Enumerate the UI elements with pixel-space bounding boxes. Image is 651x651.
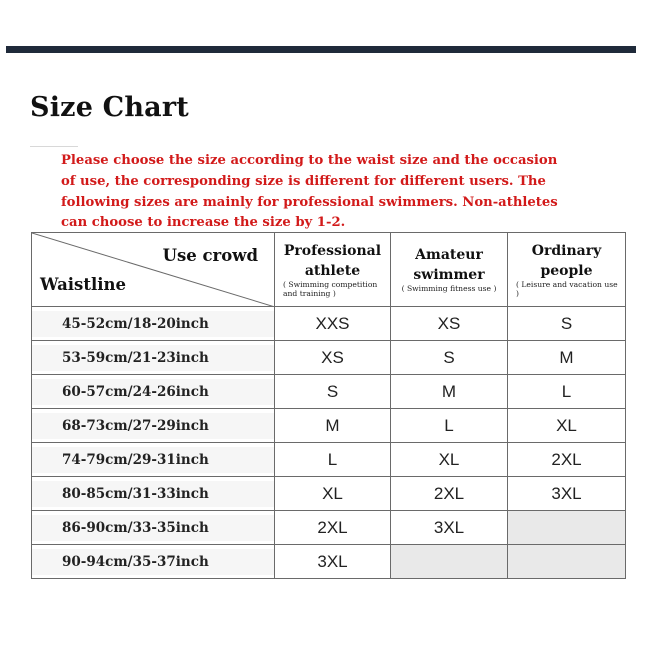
top-divider-bar [6,46,636,53]
column-header-amateur [391,233,508,307]
column-note: ( Leisure and vacation use ) [516,280,618,298]
size-cell-amateur: 3XL [391,511,508,545]
size-cell-ordinary: S [508,307,626,341]
table-row [32,545,626,579]
size-cell-ordinary: XL [508,409,626,443]
size-cell-ordinary: 3XL [508,477,626,511]
waistline-label: Waistline [40,275,126,294]
size-cell-ordinary-empty [508,545,626,579]
waist-cell [32,477,275,511]
column-title: people [540,263,593,279]
size-cell-professional: 3XL [275,545,391,579]
size-cell-professional: L [275,443,391,477]
size-chart-table [31,232,626,579]
waist-cell [32,375,275,409]
notice-line: following sizes are mainly for professional swimmers. Non-athletes [61,194,558,210]
table-row [32,477,626,511]
size-cell-professional: S [275,375,391,409]
waist-value: 80-85cm/31-33inch [32,481,274,507]
column-title: athlete [304,263,361,279]
size-cell-ordinary: M [508,341,626,375]
waist-cell [32,341,275,375]
size-cell-ordinary: 2XL [508,443,626,477]
notice-line: of use, the corresponding size is different for different users. The [61,173,546,189]
table-row [32,409,626,443]
title-underline [30,146,78,147]
size-cell-ordinary-empty [508,511,626,545]
size-cell-professional: M [275,409,391,443]
waist-value: 68-73cm/27-29inch [32,413,274,439]
size-cell-amateur: L [391,409,508,443]
size-cell-amateur: XS [391,307,508,341]
size-cell-amateur: XL [391,443,508,477]
table-row [32,307,626,341]
size-cell-ordinary: L [508,375,626,409]
size-cell-amateur: S [391,341,508,375]
column-note: ( Swimming fitness use ) [401,284,497,294]
size-cell-professional: 2XL [275,511,391,545]
column-note: ( Swimming competition and training ) [283,280,378,298]
column-title: Professional [283,243,382,259]
diagonal-divider [32,233,275,307]
size-cell-professional: XS [275,341,391,375]
corner-header-cell [32,233,275,307]
waist-value: 53-59cm/21-23inch [32,345,274,371]
size-notice [61,151,601,234]
table-header-row [32,233,626,307]
waist-value: 60-57cm/24-26inch [32,379,274,405]
waist-cell [32,307,275,341]
waist-value: 74-79cm/29-31inch [32,447,274,473]
column-title: Ordinary [531,243,602,259]
size-cell-amateur: 2XL [391,477,508,511]
waist-value: 86-90cm/33-35inch [32,515,274,541]
waist-value: 45-52cm/18-20inch [32,311,274,337]
size-cell-professional: XXS [275,307,391,341]
use-crowd-label: Use crowd [162,246,258,265]
waist-cell [32,511,275,545]
table-row [32,511,626,545]
column-title: Amateur [415,247,483,264]
waist-cell [32,443,275,477]
table-row [32,341,626,375]
waist-cell [32,409,275,443]
notice-line: can choose to increase the size by 1-2. [61,215,346,231]
page-title: Size Chart [30,92,189,123]
notice-line: Please choose the size according to the waist size and the occasion [61,153,558,168]
column-title: swimmer [413,267,485,284]
column-header-professional [275,233,391,307]
column-header-ordinary [508,233,626,307]
waist-value: 90-94cm/35-37inch [32,549,274,575]
size-cell-amateur: M [391,375,508,409]
size-cell-amateur-empty [391,545,508,579]
waist-cell [32,545,275,579]
table-row [32,443,626,477]
table-row [32,375,626,409]
size-cell-professional: XL [275,477,391,511]
